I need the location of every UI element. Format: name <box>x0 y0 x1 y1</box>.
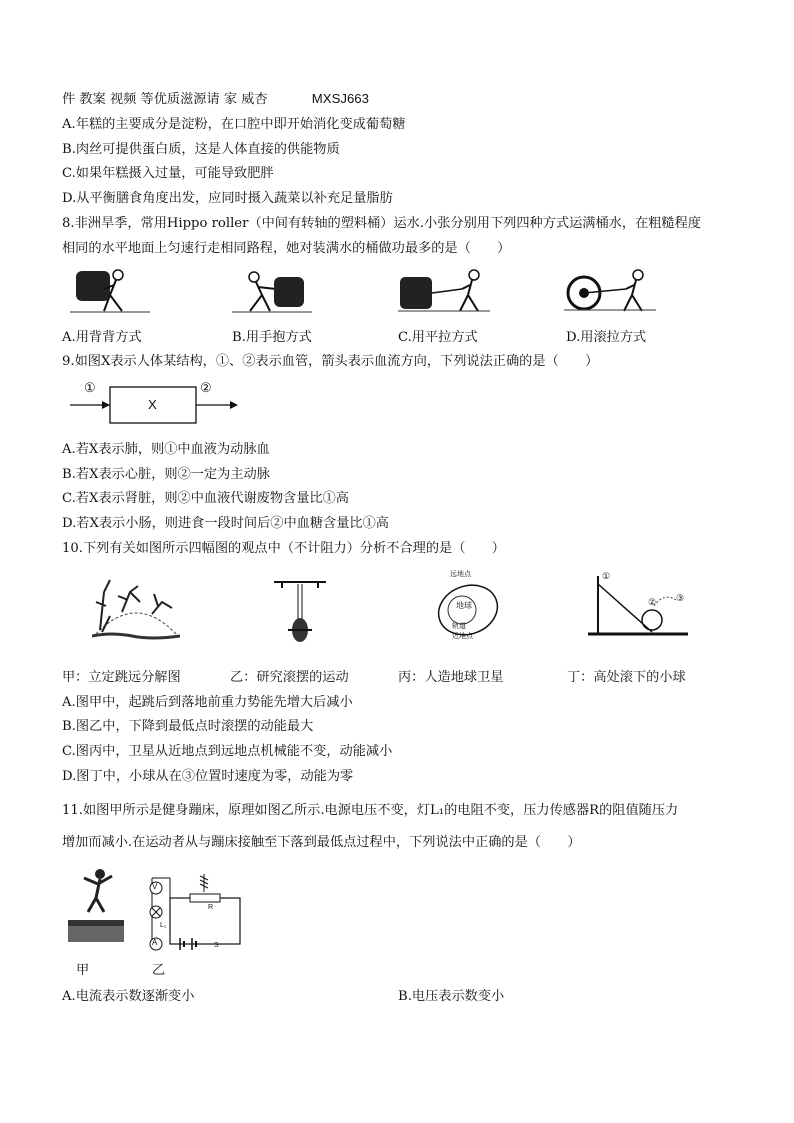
q11-fig-circuit <box>140 866 244 952</box>
q8-stem-line2: 相同的水平地面上匀速行走相同路程，她对装满水的桶做功最多的是（ ） <box>62 241 511 256</box>
q10-earth-label: 地球 <box>456 601 472 610</box>
q8-option-a: A.用背背方式 <box>62 330 142 345</box>
q11-switch-label: S <box>214 942 219 949</box>
q10-caption-jia: 甲：立定跳远分解图 <box>62 670 181 685</box>
q10-position-3-label: ③ <box>676 594 685 604</box>
q10-position-2-label: ② <box>648 598 657 608</box>
q8-stem-line1: 8.非洲旱季，常用Hippo roller（中间有转轴的塑料桶）运水.小张分别用下列四种方式运满桶水，在粗糙程度 <box>62 216 701 231</box>
q8-fig-back-carry <box>70 265 150 317</box>
q9-vessel-1-label: ① <box>84 381 96 396</box>
q9-box-label: X <box>148 397 157 412</box>
q9-option-b: B.若X表示心脏，则②一定为主动脉 <box>62 467 270 482</box>
q11-stem-line2: 增加而减小.在运动者从与蹦床接触至下落到最低点过程中，下列说法中正确的是（ ） <box>62 835 581 850</box>
q11-fig-caption-yi: 乙 <box>152 963 166 978</box>
q9-vessel-2-label: ② <box>200 381 212 396</box>
watermark-text: 件 教案 视频 等优质滋源请 家 威杏 <box>62 92 268 107</box>
q11-option-b: B.电压表示数变小 <box>398 989 505 1004</box>
q10-near-point-label: 近地点 <box>452 632 473 640</box>
q11-voltmeter-label: V <box>152 882 158 891</box>
q7-option-b: B.肉丝可提供蛋白质，这是人体直接的供能物质 <box>62 142 340 157</box>
q11-resistor-label: R <box>208 904 214 911</box>
q8-option-b: B.用手抱方式 <box>232 330 312 345</box>
q10-fig-long-jump <box>92 572 180 642</box>
q11-fig-caption-jia: 甲 <box>76 963 90 978</box>
q10-caption-ding: 丁：高处滚下的小球 <box>567 670 686 685</box>
q10-option-c: C.图丙中，卫星从近地点到远地点机械能不变，动能减小 <box>62 744 393 759</box>
q10-stem: 10.下列有关如图所示四幅图的观点中（不计阻力）分析不合理的是（ ） <box>62 541 505 556</box>
q9-stem: 9.如图X表示人体某结构，①、②表示血管，箭头表示血流方向，下列说法正确的是（ ） <box>62 354 599 369</box>
q10-fig-maxwell-pendulum <box>270 578 330 646</box>
q10-orbit-label: 轨道 <box>452 622 466 630</box>
q7-option-d: D.从平衡膳食角度出发，应同时摄入蔬菜以补充足量脂肪 <box>62 191 393 206</box>
q10-fig-satellite <box>428 570 508 646</box>
q11-lamp-label: L₁ <box>160 922 167 929</box>
q8-fig-hand-hold <box>232 265 312 317</box>
q9-option-d: D.若X表示小肠，则进食一段时间后②中血糖含量比①高 <box>62 516 389 531</box>
q10-fig-rolling-ball <box>584 572 690 644</box>
q8-option-d: D.用滚拉方式 <box>566 330 647 345</box>
q7-option-a: A.年糕的主要成分是淀粉，在口腔中即开始消化变成葡萄糖 <box>62 117 406 132</box>
q10-option-d: D.图丁中，小球从在③位置时速度为零，动能为零 <box>62 769 354 784</box>
q10-option-a: A.图甲中，起跳后到落地前重力势能先增大后减小 <box>62 695 353 710</box>
q11-stem-line1: 11.如图甲所示是健身蹦床，原理如图乙所示.电源电压不变，灯L₁的电阻不变，压力传感器R的阻值随压力 <box>62 803 679 818</box>
q11-ammeter-label: A <box>152 938 158 947</box>
q8-fig-flat-pull <box>398 265 490 317</box>
q10-far-point-label: 远地点 <box>450 570 471 578</box>
q8-option-c: C.用平拉方式 <box>398 330 478 345</box>
q8-fig-roll-pull <box>564 265 656 317</box>
q10-option-b: B.图乙中，下降到最低点时滚摆的动能最大 <box>62 719 314 734</box>
watermark-code: MXSJ663 <box>311 91 369 106</box>
q9-option-a: A.若X表示肺，则①中血液为动脉血 <box>62 442 270 457</box>
watermark-line <box>62 90 369 109</box>
q10-caption-yi: 乙：研究滚摆的运动 <box>230 670 349 685</box>
q11-option-a: A.电流表示数逐渐变小 <box>62 989 195 1004</box>
q10-caption-bing: 丙：人造地球卫星 <box>398 670 504 685</box>
q7-option-c: C.如果年糕摄入过量，可能导致肥胖 <box>62 166 274 181</box>
q11-fig-trampoline <box>66 866 126 950</box>
q10-position-1-label: ① <box>602 572 611 582</box>
q9-option-c: C.若X表示肾脏，则②中血液代谢废物含量比①高 <box>62 491 349 506</box>
q9-diagram <box>70 380 240 432</box>
